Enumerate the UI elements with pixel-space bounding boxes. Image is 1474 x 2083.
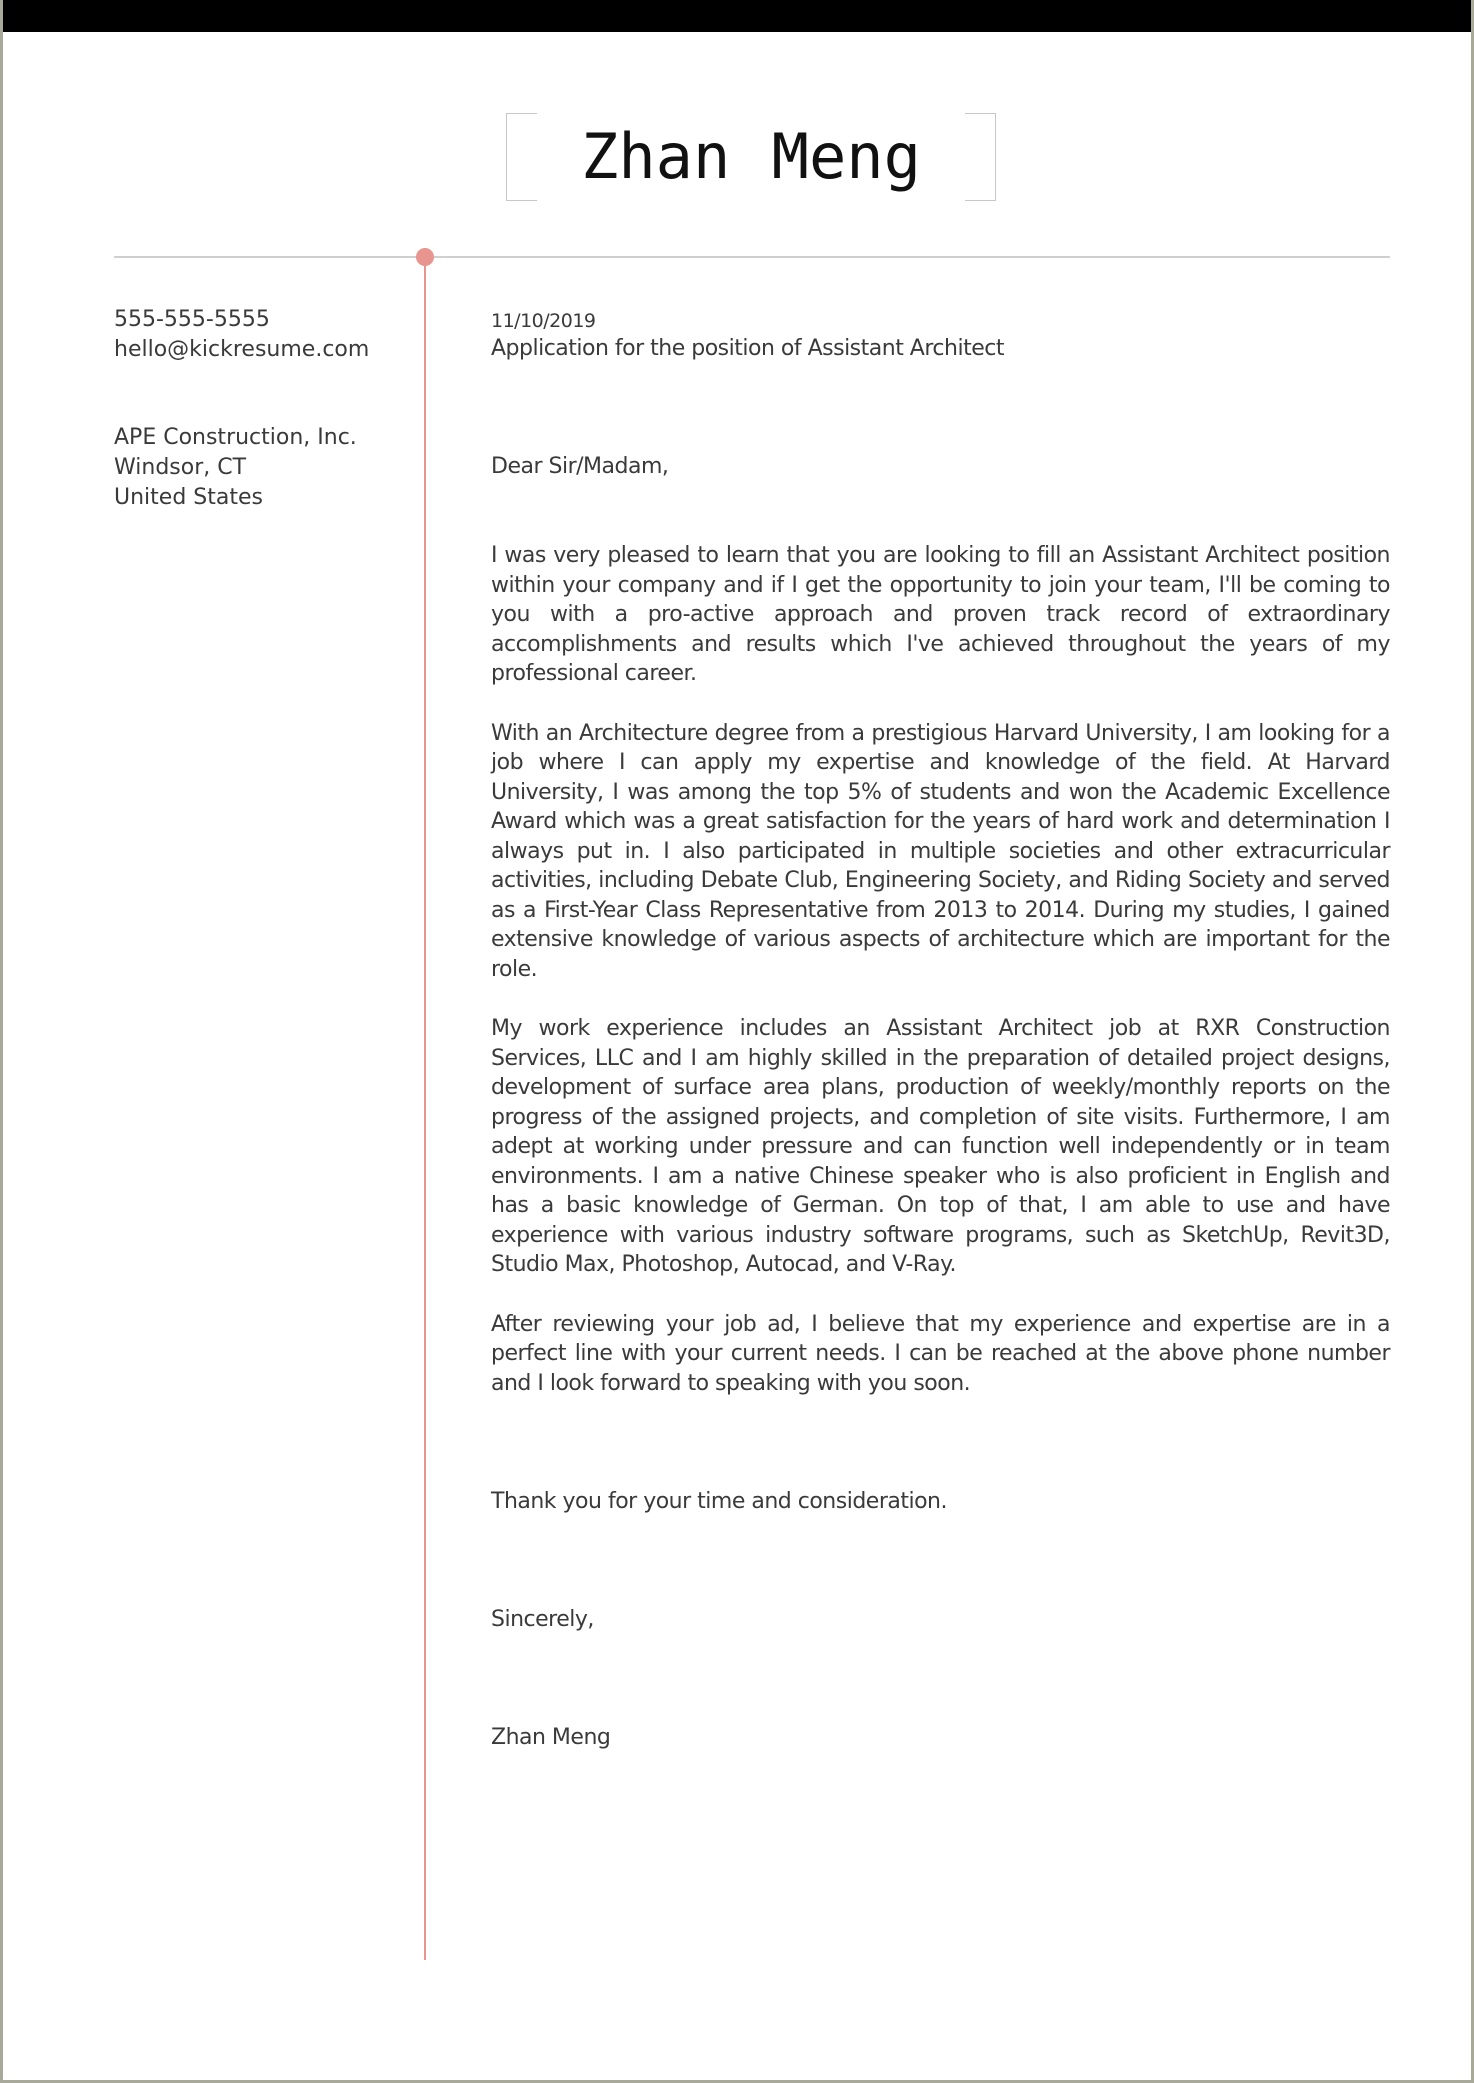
recipient-address [114, 423, 404, 513]
letter-subject: Application for the position of Assistant Architect [491, 336, 1004, 361]
salutation: Dear Sir/Madam, [491, 454, 669, 479]
letter-date: 11/10/2019 [491, 310, 596, 332]
cover-letter-page [3, 0, 1471, 2080]
signature: Zhan Meng [491, 1725, 611, 1750]
paragraph-intro: I was very pleased to learn that you are looking to fill an Assistant Architect position within your company and if I get the opportunity to join your team, I'll be coming to you with a pro-active approach and proven track record of extraordinary accomplishments and results which I've achieved throughout the years of my professional career. [491, 543, 1390, 686]
applicant-name: Zhan Meng [581, 120, 921, 193]
letter-body [491, 308, 1390, 1753]
top-bar [3, 0, 1471, 32]
contact-column [114, 305, 404, 513]
closing: Sincerely, [491, 1607, 594, 1632]
recipient-country: United States [114, 485, 263, 510]
paragraph-conclusion: After reviewing your job ad, I believe that my experience and expertise are in a perfect line with your current needs. I can be reached at the above phone number and I look forward to speaking with you soon. [491, 1311, 1390, 1396]
thanks-line: Thank you for your time and consideration. [491, 1489, 947, 1514]
sender-email: hello@kickresume.com [114, 337, 370, 362]
recipient-city: Windsor, CT [114, 455, 247, 480]
accent-dot [416, 248, 434, 266]
paragraph-experience: My work experience includes an Assistant Architect job at RXR Construction Services, LLC and I am highly skilled in the preparation of detailed project designs, development of surface area plans, production of weekly/monthly reports on the progress of the assigned projects, and completion of site visits. Furthermore, I am adept at working under pressure and can function well independently or in team environments. I am a native Chinese speaker who is also proficient in English and has a basic knowledge of German. On top of that, I am able to use and have experience with various industry software programs, such as SketchUp, Revit3D, Studio Max, Photoshop, Autocad, and V-Ray. [491, 1016, 1390, 1277]
recipient-company: APE Construction, Inc. [114, 425, 357, 450]
sender-phone: 555-555-5555 [114, 307, 270, 332]
name-header [506, 113, 996, 201]
header-divider [114, 256, 1390, 258]
column-divider [424, 258, 426, 1960]
paragraph-education: With an Architecture degree from a prestigious Harvard University, I am looking for a job where I can apply my expertise and knowledge of the field. At Harvard University, I was among the top 5% of students and won the Academic Excellence Award which was a great satisfaction for the years of hard work and determination I always put in. I also participated in multiple societies and other extracurricular activities, including Debate Club, Engineering Society, and Riding Society and served as a First-Year Class Representative from 2013 to 2014. During my studies, I gained extensive knowledge of various aspects of architecture which are important for the role. [491, 720, 1390, 982]
